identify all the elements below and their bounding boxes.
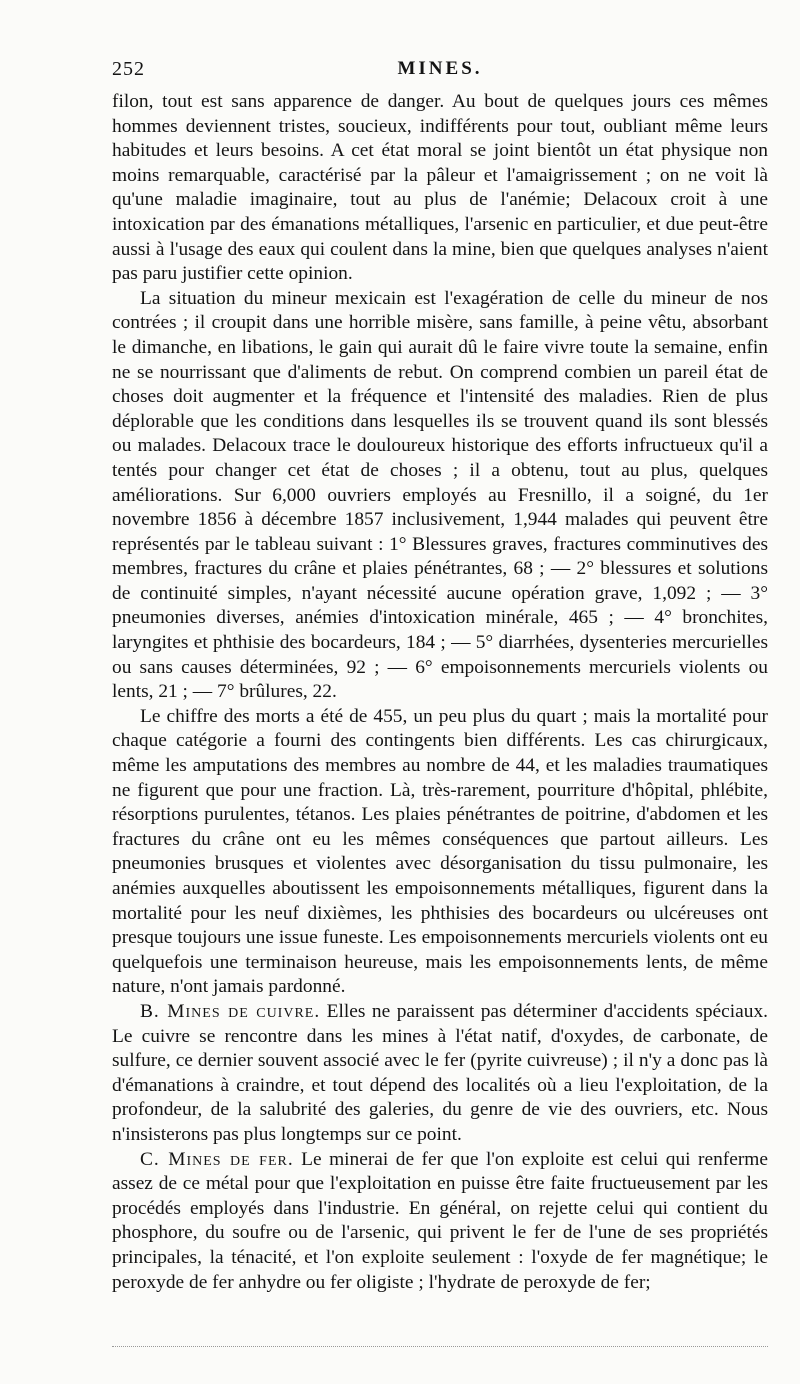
page-header [112, 58, 768, 88]
paragraph-text: La situation du mineur mexicain est l'exagération de celle du mineur de nos contrées ; il croupit dans une horrible misère, sans famille, à peine vêtu, absorbant le dimanche, en libations, le gain qui aurait dû le faire vivre toute la semaine, enfin ne se nourrissant que d'aliments de rebut. On comprend combien un pareil état de choses doit augmenter et la fréquence et l'intensité des maladies. Rien de plus déplorable que les conditions dans lesquelles ils se trouvent quand ils sont blessés ou malades. Delacoux trace le douloureux historique des efforts infructueux qu'il a tentés pour changer cet état de choses ; il a obtenu, tout au plus, quelques améliorations. Sur 6,000 ouvriers employés au Fresnillo, il a soigné, du 1er novembre 1856 à décembre 1857 inclusivement, 1,944 malades qui peuvent être représentés par le tableau suivant : 1° Blessures graves, fractures comminutives des membres, fractures du crâne et plaies pénétrantes, 68 ; — 2° blessures et solutions de continuité simples, n'ayant nécessité aucune opération grave, 1,092 ; — 3° pneumonies diverses, anémies d'intoxication minérale, 465 ; — 4° bronchites, laryngites et phthisie des bocardeurs, 184 ; — 5° diarrhées, dysenteries mercurielles ou sans causes déterminées, 92 ; — 6° empoisonnements mercuriels violents ou lents, 21 ; — 7° brûlures, 22. [112, 287, 768, 703]
paragraph-2 [112, 287, 768, 705]
paragraph-1 [112, 90, 768, 287]
paragraph-text: Elles ne paraissent pas déterminer d'accidents spéciaux. Le cuivre se rencontre dans les mines à l'état natif, d'oxydes, de carbonate, de sulfure, ce dernier souvent associé avec le fer (pyrite cuivreuse) ; il n'y a donc pas là d'émanations à craindre, et tout dépend des localités où a lieu l'exploitation, de la profondeur, de la salubrité des galeries, du genre de vie des ouvriers, etc. Nous n'insisterons pas plus longtemps sur ce point. [112, 1000, 769, 1145]
paragraph-3 [112, 705, 768, 1000]
page-number: 252 [112, 58, 145, 80]
paragraph-text: Le minerai de fer que l'on exploite est celui qui renferme assez de ce métal pour que l'exploitation en puisse être faite fructueusement par les procédés employés dans l'industrie. En général, on rejette celui qui contient du phosphore, du soufre ou de l'arsenic, qui privent le fer de l'une de ses propriétés principales, la ténacité, et l'on exploite seulement : l'oxyde de fer magnétique; le peroxyde de fer anhydre ou fer oligiste ; l'hydrate de peroxyde de fer; [112, 1148, 768, 1293]
footer-rule [112, 1346, 768, 1347]
paragraph-text: filon, tout est sans apparence de danger. Au bout de quelques jours ces mêmes hommes deviennent tristes, soucieux, indifférents pour tout, oubliant même leurs habitudes et leurs besoins. A cet état moral se joint bientôt un état physique non moins remarquable, caractérisé par la pâleur et l'amaigrissement ; on ne voit là qu'une maladie imaginaire, tout au plus de l'anémie; Delacoux croit à une intoxication par des émanations métalliques, l'arsenic en particulier, et due peut-être aussi à l'usage des eaux qui coulent dans la mine, bien que quelques analyses n'aient pas paru justifier cette opinion. [112, 91, 768, 285]
running-title: MINES. [397, 58, 483, 79]
section-heading: B. Mines de cuivre. [140, 1000, 321, 1022]
paragraph-text: Le chiffre des morts a été de 455, un peu plus du quart ; mais la mortalité pour chaque catégorie a fourni des contingents bien différents. Les cas chirurgicaux, même les amputations des membres au nombre de 44, et les maladies traumatiques ne figurent que pour une fraction. Là, très-rarement, pourriture d'hôpital, phlébite, résorptions purulentes, tétanos. Les plaies pénétrantes de poitrine, d'abdomen et les fractures du crâne ont eu les mêmes conséquences que partout ailleurs. Les pneumonies brusques et violentes avec désorganisation du tissu pulmonaire, les anémies auxquelles aboutissent les empoisonnements métalliques, figurent dans la mortalité pour les neuf dixièmes, les phthisies des bocardeurs ou ulcéreuses ont presque toujours une issue funeste. Les empoisonnements mercuriels violents ont eu quelquefois une terminaison heureuse, mais les empoisonnements lents, de même nature, n'ont jamais pardonné. [112, 705, 768, 998]
paragraph-iron-mines [112, 1148, 768, 1296]
section-heading: C. Mines de fer. [140, 1148, 294, 1170]
paragraph-copper-mines [112, 1000, 768, 1148]
body-text [112, 90, 768, 1295]
